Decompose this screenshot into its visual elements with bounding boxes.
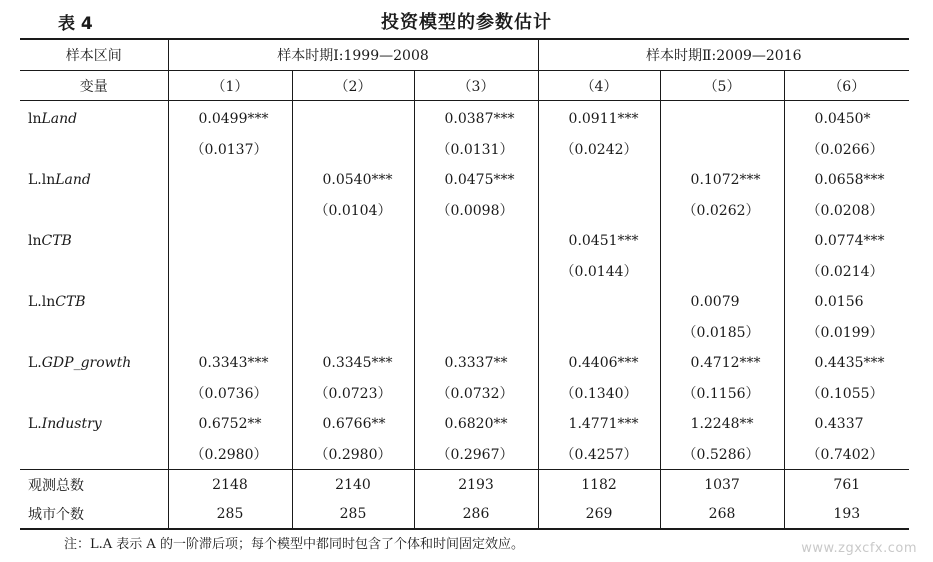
variable-name: CTB — [55, 293, 86, 310]
table-row — [20, 317, 909, 347]
coefficient-cell: 0.0450* — [784, 101, 909, 135]
std-error-cell — [168, 256, 292, 286]
watermark: www.zgxcfx.com — [801, 541, 917, 556]
coefficient-cell — [414, 286, 538, 317]
coefficient-cell: 0.0156 — [784, 286, 909, 317]
stat-value-cell: 286 — [414, 499, 538, 529]
coefficient-cell: 0.4712*** — [660, 347, 784, 378]
coefficient-cell — [168, 286, 292, 317]
std-error-cell: （0.2967） — [414, 439, 538, 470]
stat-label: 观测总数 — [28, 477, 84, 494]
header-row-periods — [20, 39, 909, 71]
table-note: 注：L.A 表示 A 的一阶滞后项；每个模型中都同时包含了个体和时间固定效应。 — [64, 537, 524, 552]
variable-name: Land — [41, 110, 78, 127]
coefficient-cell: 1.2248** — [660, 408, 784, 439]
stat-value-cell: 761 — [784, 470, 909, 500]
coefficient-cell: 0.0911*** — [538, 101, 660, 135]
stat-value-cell: 2140 — [292, 470, 414, 500]
std-error-cell: （0.5286） — [660, 439, 784, 470]
coefficient-cell — [660, 101, 784, 135]
coefficient-cell — [168, 164, 292, 195]
stat-value-cell: 2148 — [168, 470, 292, 500]
stat-value-cell: 1037 — [660, 470, 784, 500]
coefficient-cell — [292, 286, 414, 317]
stat-label: 城市个数 — [20, 499, 168, 529]
header-model: （3） — [414, 71, 538, 101]
coefficient-cell — [168, 225, 292, 256]
table-row — [20, 347, 909, 378]
header-model: （2） — [292, 71, 414, 101]
coefficient-cell: 0.6766** — [292, 408, 414, 439]
empty-label-cell — [20, 439, 168, 470]
empty-label-cell — [20, 317, 168, 347]
coefficient-cell: 1.4771*** — [538, 408, 660, 439]
stat-value-cell: 268 — [660, 499, 784, 529]
header-period-2: 样本时期Ⅱ:2009—2016 — [538, 39, 909, 71]
coefficient-cell: 0.6820** — [414, 408, 538, 439]
std-error-cell: （0.0214） — [784, 256, 909, 286]
table-row — [20, 195, 909, 225]
coefficient-cell: 0.0079 — [660, 286, 784, 317]
std-error-cell: （0.0266） — [784, 134, 909, 164]
std-error-cell: （0.0131） — [414, 134, 538, 164]
coefficient-cell: 0.3345*** — [292, 347, 414, 378]
header-model: （4） — [538, 71, 660, 101]
coefficient-cell: 0.3337** — [414, 347, 538, 378]
table-row — [20, 470, 909, 500]
table-title: 投资模型的参数估计 — [381, 12, 552, 33]
std-error-cell: （0.1340） — [538, 378, 660, 408]
estimation-table — [20, 38, 909, 530]
table-label: 表 4 — [58, 14, 93, 34]
variable-name: Land — [55, 171, 91, 188]
std-error-cell: （0.0242） — [538, 134, 660, 164]
coefficient-cell: 0.4337 — [784, 408, 909, 439]
coefficient-cell: 0.4435*** — [784, 347, 909, 378]
std-error-cell: （0.1156） — [660, 378, 784, 408]
coefficient-cell — [292, 225, 414, 256]
coefficient-cell: 0.0774*** — [784, 225, 909, 256]
std-error-cell — [168, 195, 292, 225]
header-row-models — [20, 71, 909, 101]
std-error-cell: （0.0144） — [538, 256, 660, 286]
coefficient-cell: 0.0451*** — [538, 225, 660, 256]
std-error-cell — [292, 256, 414, 286]
variable-name: Industry — [41, 415, 102, 432]
table-row — [20, 164, 909, 195]
variable-name: CTB — [41, 232, 72, 249]
table-row — [20, 225, 909, 256]
variable-prefix: L. — [28, 354, 42, 371]
variable-label — [20, 286, 168, 317]
stat-value-cell: 285 — [168, 499, 292, 529]
std-error-cell: （0.0732） — [414, 378, 538, 408]
table-row — [20, 286, 909, 317]
table-row — [20, 134, 909, 164]
coefficient-cell: 0.1072*** — [660, 164, 784, 195]
variable-label — [20, 101, 168, 135]
std-error-cell — [414, 317, 538, 347]
stat-value-cell: 193 — [784, 499, 909, 529]
std-error-cell — [168, 317, 292, 347]
std-error-cell: （0.2980） — [292, 439, 414, 470]
variable-prefix: L.ln — [28, 293, 56, 310]
table-title-row — [0, 0, 933, 38]
coefficient-cell — [414, 225, 538, 256]
coefficient-cell: 0.4406*** — [538, 347, 660, 378]
std-error-cell: （0.0736） — [168, 378, 292, 408]
std-error-cell: （0.0262） — [660, 195, 784, 225]
coefficient-cell: 0.0475*** — [414, 164, 538, 195]
table-body — [20, 101, 909, 530]
stat-value-cell: 2193 — [414, 470, 538, 500]
table-row — [20, 439, 909, 470]
std-error-cell: （0.0185） — [660, 317, 784, 347]
stat-value-cell: 1182 — [538, 470, 660, 500]
variable-prefix: L. — [28, 415, 42, 432]
std-error-cell: （0.0199） — [784, 317, 909, 347]
std-error-cell: （0.0137） — [168, 134, 292, 164]
coefficient-cell: 0.0387*** — [414, 101, 538, 135]
coefficient-cell: 0.0540*** — [292, 164, 414, 195]
header-model: （1） — [168, 71, 292, 101]
std-error-cell: （0.0098） — [414, 195, 538, 225]
variable-prefix: L.ln — [28, 171, 56, 188]
header-sample-interval: 样本区间 — [20, 39, 168, 71]
table-row — [20, 499, 909, 529]
coefficient-cell: 0.0499*** — [168, 101, 292, 135]
variable-name: GDP_growth — [41, 354, 132, 371]
std-error-cell — [538, 317, 660, 347]
stat-value-cell: 285 — [292, 499, 414, 529]
coefficient-cell — [538, 164, 660, 195]
table-row — [20, 378, 909, 408]
std-error-cell: （0.1055） — [784, 378, 909, 408]
variable-label — [20, 408, 168, 439]
coefficient-cell: 0.3343*** — [168, 347, 292, 378]
table-row — [20, 101, 909, 135]
variable-label — [20, 225, 168, 256]
coefficient-cell — [538, 286, 660, 317]
header-model: （5） — [660, 71, 784, 101]
std-error-cell: （0.0208） — [784, 195, 909, 225]
variable-prefix: ln — [28, 110, 42, 127]
std-error-cell: （0.4257） — [538, 439, 660, 470]
std-error-cell: （0.0723） — [292, 378, 414, 408]
empty-label-cell — [20, 378, 168, 408]
stat-value-cell: 269 — [538, 499, 660, 529]
std-error-cell — [660, 256, 784, 286]
header-period-1: 样本时期Ⅰ:1999—2008 — [168, 39, 538, 71]
std-error-cell — [414, 256, 538, 286]
coefficient-cell: 0.0658*** — [784, 164, 909, 195]
header-model: （6） — [784, 71, 909, 101]
variable-prefix: ln — [28, 232, 42, 249]
coefficient-cell — [292, 101, 414, 135]
table-row — [20, 256, 909, 286]
empty-label-cell — [20, 195, 168, 225]
std-error-cell — [538, 195, 660, 225]
empty-label-cell — [20, 134, 168, 164]
empty-label-cell — [20, 256, 168, 286]
table-row — [20, 408, 909, 439]
std-error-cell: （0.0104） — [292, 195, 414, 225]
coefficient-cell: 0.6752** — [168, 408, 292, 439]
std-error-cell — [292, 317, 414, 347]
variable-label — [20, 164, 168, 195]
variable-label — [20, 347, 168, 378]
std-error-cell: （0.2980） — [168, 439, 292, 470]
std-error-cell — [660, 134, 784, 164]
std-error-cell: （0.7402） — [784, 439, 909, 470]
coefficient-cell — [660, 225, 784, 256]
header-variable: 变量 — [20, 71, 168, 101]
std-error-cell — [292, 134, 414, 164]
